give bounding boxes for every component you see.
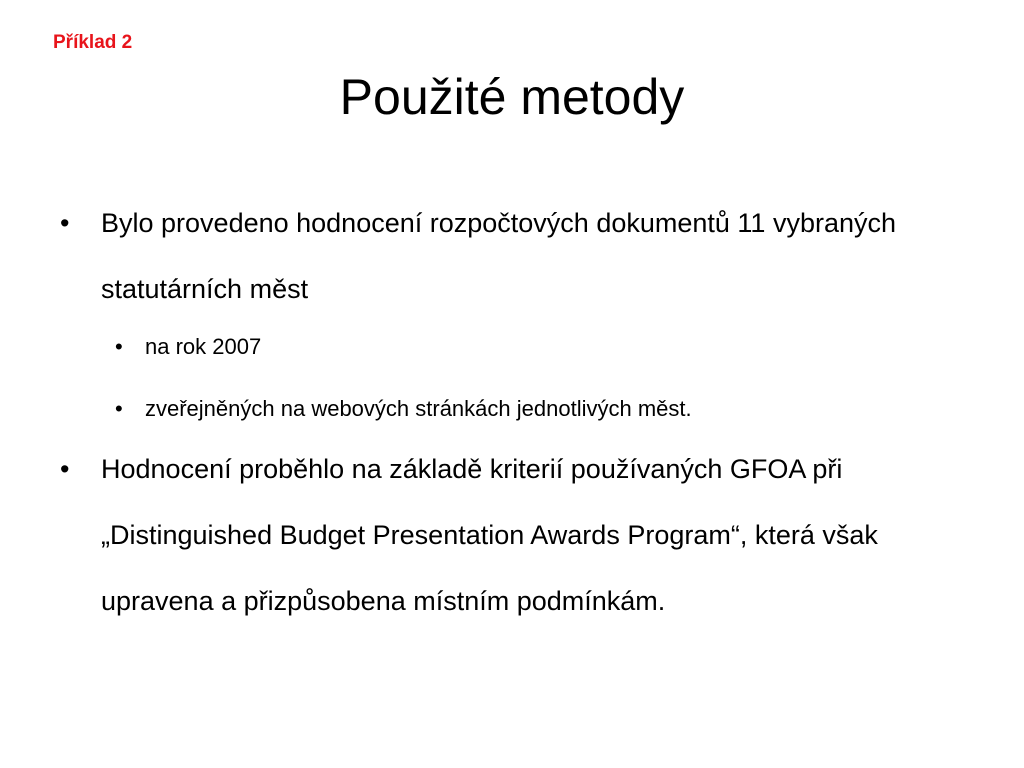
sub-bullet-text: zveřejněných na webových stránkách jednotlivých měst. <box>145 396 692 421</box>
bullet-item <box>60 190 960 322</box>
sub-bullet-item <box>115 316 960 378</box>
bullet-dot-icon: • <box>115 396 123 421</box>
bullet-dot-icon: • <box>60 208 70 238</box>
example-label: Příklad 2 <box>53 32 133 53</box>
bullet-text: Bylo provedeno hodnocení rozpočtových dokumentů 11 vybraných statutárních měst <box>101 208 896 304</box>
bullet-item <box>60 436 960 634</box>
bullet-text: Hodnocení proběhlo na základě kriterií používaných GFOA při „Distinguished Budget Presentation Awards Program“, která však upravena a přizpůsobena místním podmínkám. <box>101 454 878 616</box>
sub-bullet-text: na rok 2007 <box>145 334 262 359</box>
bullet-dot-icon: • <box>115 334 123 359</box>
bullet-dot-icon: • <box>60 454 70 484</box>
sub-bullet-item <box>115 378 960 440</box>
bullet-list <box>60 190 960 634</box>
sub-bullet-list <box>60 316 960 440</box>
slide-title: Použité metody <box>339 69 685 125</box>
